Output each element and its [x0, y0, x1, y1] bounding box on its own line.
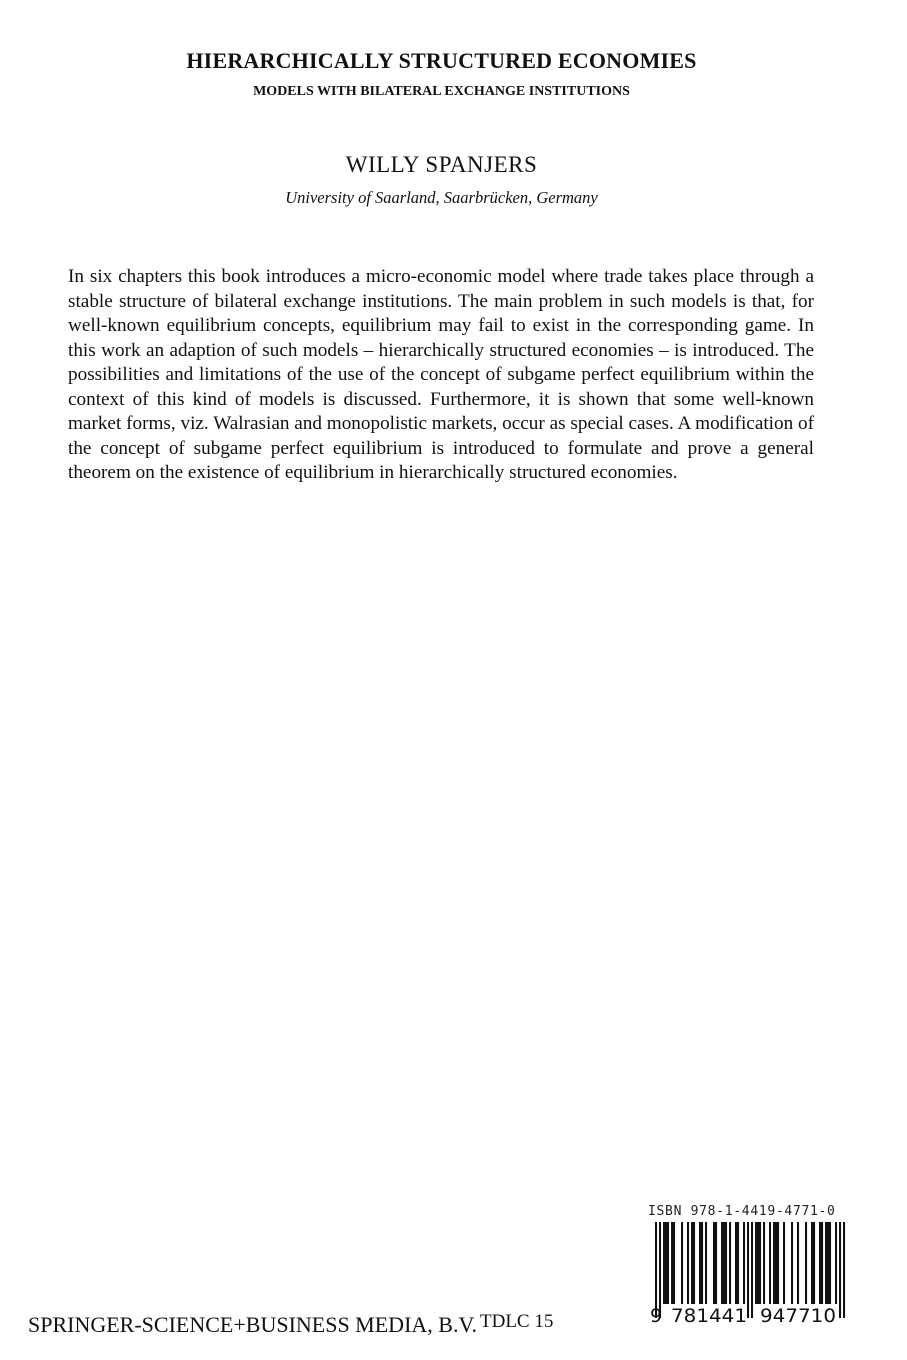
barcode-bar [821, 1222, 823, 1304]
barcode-bar [723, 1222, 725, 1304]
barcode-bar [827, 1222, 829, 1304]
barcode-bar [791, 1222, 793, 1304]
barcode [650, 1222, 845, 1327]
barcode-bar [693, 1222, 695, 1304]
barcode-bar [737, 1222, 739, 1304]
barcode-bar [721, 1222, 723, 1304]
barcode-bar [691, 1222, 693, 1304]
barcode-bar [701, 1222, 703, 1304]
barcode-bar [729, 1222, 731, 1304]
barcode-bar [673, 1222, 675, 1304]
barcode-bar [715, 1222, 717, 1304]
author-name: WILLY SPANJERS [345, 152, 538, 177]
barcode-bar [825, 1222, 827, 1304]
barcode-bar [757, 1222, 759, 1304]
barcode-bar [829, 1222, 831, 1304]
barcode-guard-bar [655, 1222, 657, 1318]
barcode-lead-digit: 9 [650, 1305, 663, 1327]
barcode-right-digits: 947710 [760, 1305, 836, 1327]
barcode-bar [743, 1222, 745, 1304]
barcode-bars [655, 1222, 845, 1318]
barcode-bar [663, 1222, 665, 1304]
barcode-guard-bar [839, 1222, 841, 1318]
barcode-bar [783, 1222, 785, 1304]
barcode-bar [667, 1222, 669, 1304]
barcode-bar [725, 1222, 727, 1304]
barcode-bar [811, 1222, 813, 1304]
barcode-bar [699, 1222, 701, 1304]
barcode-bar [775, 1222, 777, 1304]
barcode-guard-bar [747, 1222, 749, 1318]
book-subtitle: MODELS WITH BILATERAL EXCHANGE INSTITUTIONS [253, 84, 630, 99]
barcode-left-digits: 781441 [671, 1305, 747, 1327]
barcode-guard-bar [659, 1222, 661, 1318]
barcode-guard-bar [843, 1222, 845, 1318]
barcode-bar [665, 1222, 667, 1304]
author-affiliation: University of Saarland, Saarbrücken, Germany [285, 188, 598, 207]
barcode-bar [835, 1222, 837, 1304]
barcode-bar [773, 1222, 775, 1304]
series-code: TDLC 15 [480, 1311, 554, 1332]
barcode-bar [681, 1222, 683, 1304]
barcode-bar [755, 1222, 757, 1304]
barcode-bar [763, 1222, 765, 1304]
barcode-bar [759, 1222, 761, 1304]
abstract-text: In six chapters this book introduces a micro-economic model where trade takes place through a stable structure of bilateral exchange institutions. The main problem in such models is that, for well-known equilibrium concepts, equilibrium may fail to exist in the corresponding game. In this work an adaption of such models – hierarchically structured economies – is introduced. The possibilities and limitations of the use of the concept of subgame perfect equilibrium within the context of this kind of models is discussed. Furthermore, it is shown that some well-known market forms, viz. Walrasian and monopolistic markets, occur as special cases. A modification of the concept of subgame perfect equilibrium is introduced to formulate and prove a general theorem on the existence of equilibrium in hierarchically structured economies. [68, 266, 814, 483]
barcode-bar [687, 1222, 689, 1304]
book-title: HIERARCHICALLY STRUCTURED ECONOMIES [186, 48, 697, 73]
publisher-name: SPRINGER-SCIENCE+BUSINESS MEDIA, B.V. [28, 1312, 478, 1337]
barcode-bar [805, 1222, 807, 1304]
barcode-bar [735, 1222, 737, 1304]
barcode-bar [819, 1222, 821, 1304]
barcode-bar [769, 1222, 771, 1304]
barcode-bar [671, 1222, 673, 1304]
barcode-bar [813, 1222, 815, 1304]
isbn-label: ISBN 978-1-4419-4771-0 [648, 1204, 836, 1219]
barcode-bar [777, 1222, 779, 1304]
barcode-bar [797, 1222, 799, 1304]
barcode-bar [705, 1222, 707, 1304]
barcode-bar [713, 1222, 715, 1304]
barcode-guard-bar [751, 1222, 753, 1318]
